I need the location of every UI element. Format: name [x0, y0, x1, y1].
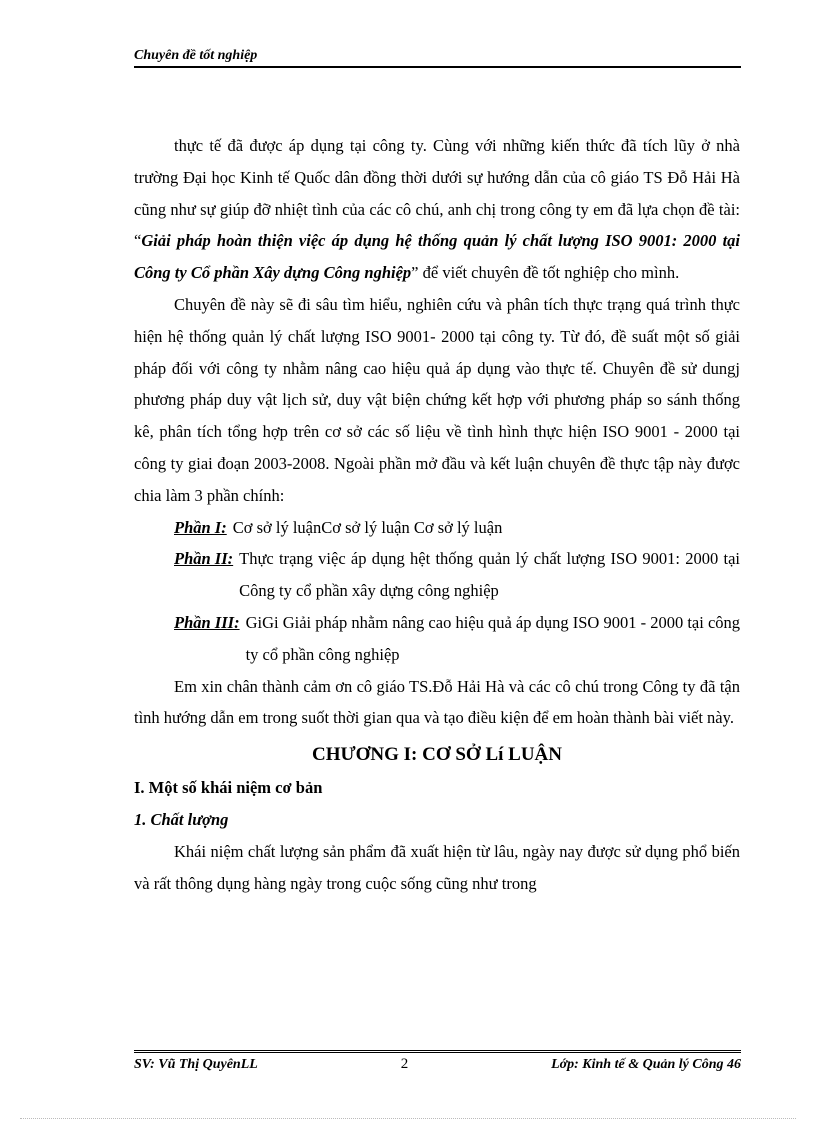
- chapter-heading: CHƯƠNG I: CƠ SỞ Lí LUẬN: [311, 744, 562, 766]
- part-text: GiGi Giải pháp nhằm nâng cao hiệu quả áp dụng ISO 9001 - 2000 tại công ty cổ phần công nghiệp: [245, 612, 741, 664]
- footer-student: SV: Vũ Thị QuyênLL: [134, 1057, 258, 1072]
- part-label: Phần I:: [174, 517, 227, 537]
- header-title: Chuyên đề tốt nghiệp: [134, 48, 258, 63]
- document-body: [134, 130, 740, 899]
- intro-text-end: ” để viết chuyên đề tốt nghiệp cho mình.: [411, 263, 680, 283]
- part-text: Cơ sở lý luậnCơ sở lý luận Cơ sở lý luận: [232, 517, 503, 537]
- thesis-topic-title: Giải pháp hoàn thiện việc áp dụng hệ thống quản lý chất lượng ISO 9001: 2000 tại Công ty Cổ phần Xây dựng Công nghiệp: [134, 231, 740, 283]
- part-item: [134, 607, 740, 671]
- page-bottom-dotted-rule: [20, 1118, 796, 1119]
- section-heading: I. Một số khái niệm cơ bản: [134, 778, 323, 798]
- running-header: [134, 48, 741, 68]
- part-label: Phần III:: [174, 612, 240, 632]
- page-number: 2: [400, 1056, 409, 1072]
- paragraph-quality: Khái niệm chất lượng sản phẩm đã xuất hiện từ lâu, ngày nay được sử dụng phổ biến và rất thông dụng hàng ngày trong cuộc sống cũng như trong: [134, 841, 740, 893]
- part-item: [134, 543, 740, 607]
- part-text: Thực trạng việc áp dụng hệt thống quản lý chất lượng ISO 9001: 2000 tại Công ty cổ phần xây dựng công nghiệp: [239, 549, 740, 601]
- part-item: [134, 512, 740, 544]
- running-footer: [134, 1056, 741, 1073]
- subsection-heading: 1. Chất lượng: [134, 809, 229, 829]
- intro-text-start: thực tế đã được áp dụng tại công ty. Cùng với những kiến thức đã tích lũy ở nhà trường Đại học Kinh tế Quốc dân đồng thời dưới sự hướng dẫn của cô giáo TS Đỗ Hải Hà cũng như sự giúp đỡ nhiệt tình của các cô chú, anh chị trong công ty em đã lựa chọn đề tài: “: [134, 136, 740, 251]
- paragraph-thanks: Em xin chân thành cảm ơn cô giáo TS.Đỗ Hải Hà và các cô chú trong Công ty đã tận tình hướng dẫn em trong suốt thời gian qua và tạo điều kiện để em hoàn thành bài viết này.: [134, 676, 740, 728]
- paragraph-scope: Chuyên đề này sẽ đi sâu tìm hiểu, nghiên cứu và phân tích thực trạng quá trình thực hiện hệ thống quản lý chất lượng ISO 9001- 2000 tại công ty. Từ đó, đề suất một số giải pháp đối với công ty nhằm nâng cao hiệu quả áp dụng vào thực tế. Chuyên đề sử dungj phương pháp duy vật lịch sử, duy vật biện chứng kết hợp với phương pháp so sánh thống kê, phân tích tổng hợp trên cơ sở các số liệu về tình hình thực hiện ISO 9001 - 2000 tại công ty giai đoạn 2003-2008. Ngoài phần mở đầu và kết luận chuyên đề thực tập này được chia làm 3 phần chính:: [134, 294, 740, 505]
- paragraph-intro: [134, 130, 740, 289]
- part-label: Phần II:: [174, 549, 234, 569]
- footer-class: Lớp: Kinh tế & Quản lý Công 46: [551, 1057, 741, 1072]
- footer-divider: [134, 1050, 741, 1053]
